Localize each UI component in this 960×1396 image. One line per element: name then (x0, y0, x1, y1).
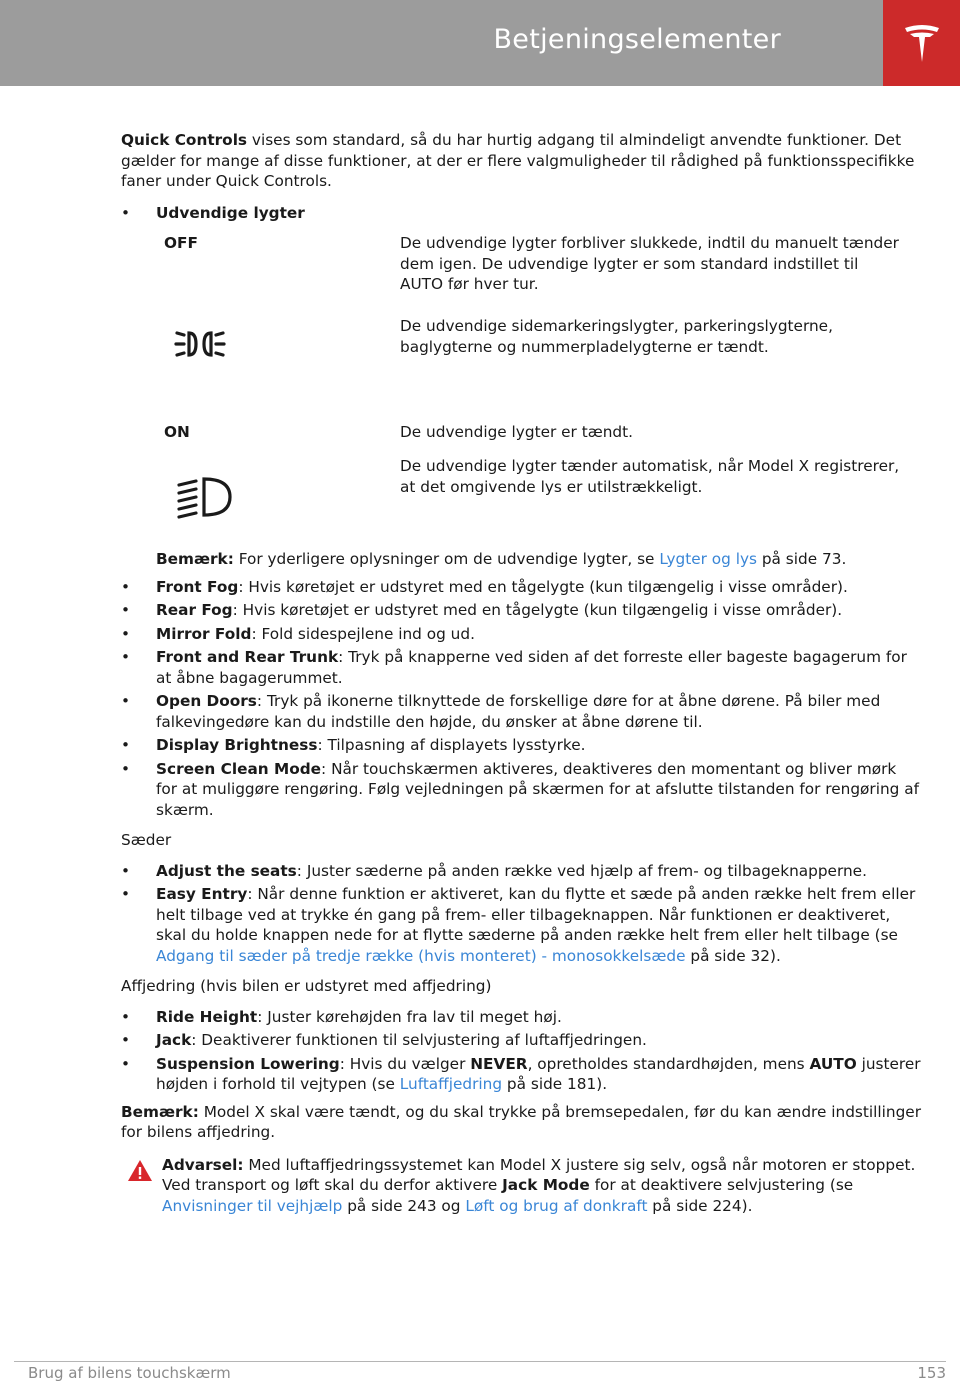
light-option-off-label: OFF (164, 234, 198, 252)
warning-label: Advarsel: (162, 1155, 244, 1174)
auto-headlights-icon (176, 475, 238, 527)
item-title: Mirror Fold (156, 624, 252, 643)
item-text: : Juster kørehøjden fra lav til meget høj. (257, 1007, 562, 1026)
list-item-adjust-seats (121, 861, 921, 882)
item-text: : Tryk på knapperne ved siden af det forreste eller bageste bagagerum for at åbne bagagerummet. (156, 648, 907, 687)
item-text: : Hvis køretøjet er udstyret med en tågelygte (kun tilgængelig i visse områder). (238, 577, 848, 596)
item-text: : Juster sæderne på anden række ved hjælp af frem- og tilbageknapperne. (296, 861, 867, 880)
light-option-on-desc: De udvendige lygter er tændt. (400, 423, 633, 441)
note-label: Bemærk: (121, 1102, 199, 1121)
bullet-dot: • (121, 885, 131, 903)
tesla-logo (883, 0, 960, 86)
list-item (121, 647, 921, 688)
item-text: : Tilpasning af displayets lysstyrke. (317, 736, 586, 754)
list-item (121, 691, 921, 732)
bullet-dot: • (121, 1007, 131, 1026)
tesla-logo-icon (902, 22, 942, 64)
bullet-dot: • (121, 692, 131, 710)
parking-lights-icon (174, 326, 234, 368)
list-item (121, 600, 921, 621)
bullet-dot: • (121, 861, 131, 880)
item-text: : Når denne funktion er aktiveret, kan du flytte et sæde på anden række helt frem eller helt tilbage ved at trykke én gang på frem- eller tilbageknappen. Når funktionen er deaktiveret, skal du holde knappen nede for at flytte sæderne på anden række helt frem eller helt tilbage (se (156, 885, 916, 944)
jack-mode-label: Jack Mode (502, 1176, 590, 1194)
auto-value: AUTO (809, 1054, 857, 1073)
intro-paragraph (121, 130, 921, 192)
list-item-suspension-lowering (121, 1054, 921, 1095)
list-item (121, 759, 921, 821)
lights-note (156, 549, 921, 570)
bullet-dot: • (121, 648, 131, 666)
link-roadside-assistance[interactable]: Anvisninger til vejhjælp (162, 1196, 343, 1215)
item-title: Rear Fog (156, 601, 233, 619)
item-text-after: på side 32). (685, 946, 781, 965)
item-title: Open Doors (156, 692, 257, 710)
light-option-on-label: ON (164, 423, 190, 441)
note-text: For yderligere oplysninger om de udvendige lygter, se (233, 550, 660, 568)
section-heading-suspension: Affjedring (hvis bilen er udstyret med affjedring) (121, 977, 492, 995)
item-title: Adjust the seats (156, 861, 297, 880)
bullet-dot: • (121, 1031, 131, 1049)
never-value: NEVER (470, 1054, 528, 1073)
exterior-lights-title: Udvendige lygter (156, 203, 305, 222)
item-title: Ride Height (156, 1007, 258, 1026)
list-item-ride-height (121, 1007, 921, 1028)
exterior-lights-table (156, 229, 921, 549)
warning-text-4: på side 224). (647, 1196, 753, 1215)
link-jacking-lifting[interactable]: Løft og brug af donkraft (465, 1196, 648, 1215)
list-item-jack (121, 1030, 921, 1051)
list-item (121, 577, 921, 598)
warning-text-1: Med luftaffjedringssystemet kan Model X justere sig selv, også når motoren er stoppet. Ved transport og løft skal du derfor aktivere (162, 1155, 916, 1194)
bullet-dot: • (121, 203, 131, 222)
item-text: : Fold sidespejlene ind og ud. (251, 624, 475, 643)
intro-text: vises som standard, så du har hurtig adgang til almindeligt anvendte funktioner. Det gælder for mange af disse funktioner, at der er flere valgmuligheder til rådighed på funktionsspecifikke faner under Quick Controls. (121, 131, 915, 190)
warning-text (162, 1155, 921, 1217)
list-item-easy-entry (121, 884, 921, 966)
section-heading-seats: Sæder (121, 831, 172, 849)
bullet-dot: • (121, 759, 131, 778)
light-option-parking-desc: De udvendige sidemarkeringslygter, parkeringslygterne, baglygterne og nummerpladelygterne er tændt. (400, 317, 833, 356)
page-title: Betjeningselementer (493, 24, 781, 55)
item-text: : Deaktiverer funktionen til selvjustering af luftaffjedringen. (191, 1031, 647, 1049)
item-title: Front and Rear Trunk (156, 648, 339, 666)
footer-section-title: Brug af bilens touchskærm (28, 1364, 231, 1382)
item-text: : Når touchskærmen aktiveres, deaktiveres den momentant og bliver mørk for at muliggøre rengøring. Følg vejledningen på skærmen for at afslutte tilstanden for rengøring af skærm. (156, 759, 919, 819)
light-option-auto-desc: De udvendige lygter tænder automatisk, når Model X registrerer, at det omgivende lys er utilstrækkeligt. (400, 457, 900, 496)
list-item-exterior-lights (121, 203, 921, 570)
link-air-suspension[interactable]: Luftaffjedring (399, 1075, 503, 1093)
footer-divider (14, 1361, 946, 1362)
suspension-note (121, 1102, 921, 1143)
bullet-dot: • (121, 736, 131, 754)
note-label: Bemærk: (156, 550, 234, 568)
item-title: Front Fog (156, 577, 239, 596)
item-title: Easy Entry (156, 885, 248, 903)
item-text: , opretholdes standardhøjden, mens (527, 1054, 810, 1073)
item-text: justerer højden i forhold til vejtypen (se (156, 1054, 921, 1093)
warning-icon (127, 1159, 153, 1188)
item-title: Jack (156, 1031, 192, 1049)
header-band (0, 0, 883, 86)
item-text: : Hvis du vælger (339, 1054, 471, 1073)
list-item (121, 735, 921, 756)
item-text: : Tryk på ikonerne tilknyttede de forskellige døre for at åbne dørene. På biler med falkevingedøre kan du indstille den højde, du ønsker at åbne dørene til. (156, 692, 881, 731)
warning-text-2: for at deaktivere selvjustering (se (589, 1176, 854, 1194)
item-title: Suspension Lowering (156, 1054, 340, 1073)
item-text: : Hvis køretøjet er udstyret med en tågelygte (kun tilgængelig i visse områder). (232, 601, 843, 619)
warning-box (121, 1155, 921, 1217)
warning-text-3: på side 243 og (342, 1196, 466, 1215)
item-text: på side 181). (502, 1075, 608, 1093)
link-third-row-seats[interactable]: Adgang til sæder på tredje række (hvis monteret) - monosokkelsæde (156, 946, 686, 965)
bullet-dot: • (121, 624, 131, 643)
item-title: Display Brightness (156, 736, 318, 754)
light-option-off-desc: De udvendige lygter forbliver slukkede, indtil du manuelt tænder dem igen. De udvendige lygter er som standard indstillet til AUTO før hver tur. (400, 234, 899, 293)
list-item (121, 624, 921, 645)
page-number: 153 (917, 1364, 946, 1382)
bullet-dot: • (121, 1054, 131, 1073)
bullet-dot: • (121, 601, 131, 619)
note-text-after: på side 73. (756, 550, 847, 568)
note-text: Model X skal være tændt, og du skal trykke på bremsepedalen, før du kan ændre indstillinger for bilens affjedring. (121, 1102, 922, 1141)
intro-bold: Quick Controls (121, 131, 248, 149)
page-content (121, 130, 921, 1216)
item-title: Screen Clean Mode (156, 759, 322, 778)
bullet-dot: • (121, 577, 131, 596)
link-lights[interactable]: Lygter og lys (659, 550, 757, 568)
